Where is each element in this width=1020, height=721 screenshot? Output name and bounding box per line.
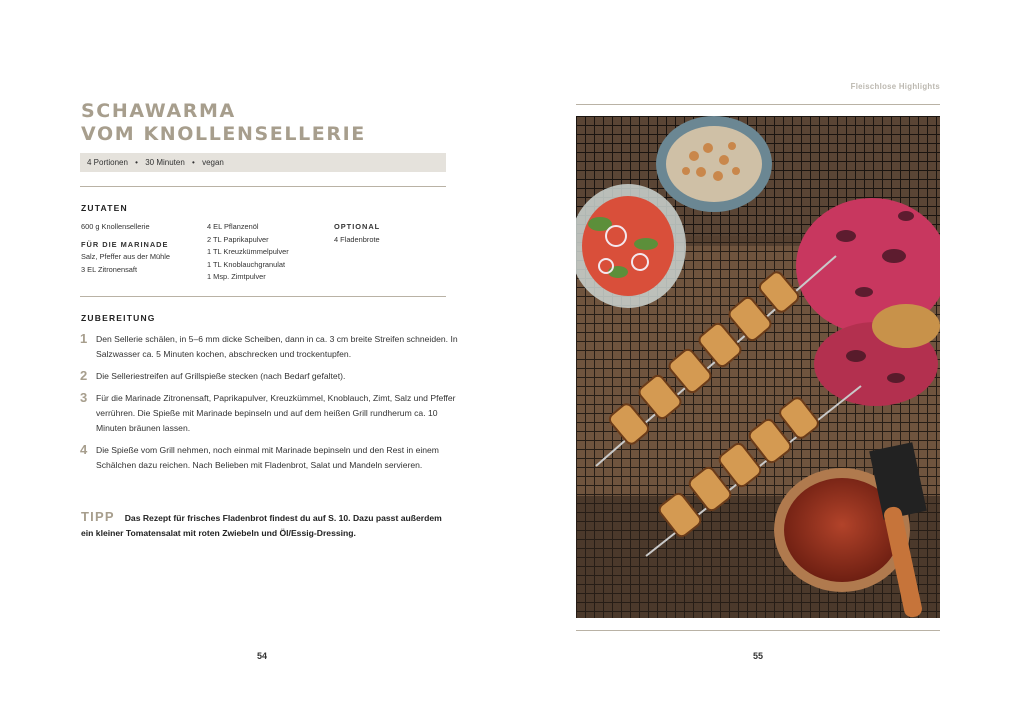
ingredient-item: Salz, Pfeffer aus der Mühle	[81, 252, 171, 262]
step	[80, 332, 460, 362]
ingredients-column-1	[81, 221, 206, 276]
tip-text: Das Rezept für frisches Fladenbrot findest du auf S. 10. Dazu passt außerdem ein kleiner Tomatensalat mit roten Zwiebeln und Öl/Essig-Dressing.	[81, 513, 442, 538]
marinade-heading: FÜR DIE MARINADE	[81, 239, 169, 249]
divider	[576, 104, 940, 105]
page-number-right: 55	[753, 651, 764, 661]
ingredients-column-3	[334, 221, 444, 246]
meta-separator: •	[192, 158, 195, 167]
step-number: 4	[80, 442, 88, 457]
meta-diet: vegan	[202, 158, 224, 167]
ingredient-item: 600 g Knollensellerie	[81, 222, 150, 231]
step-text: Für die Marinade Zitronensaft, Paprikapulver, Kreuzkümmel, Knoblauch, Zimt, Salz und Pfeffer verrühren. Die Spieße mit Marinade bepinseln und auf dem heißen Grill rundherum ca. 10 Minuten bräunen lassen.	[96, 393, 456, 433]
preparation-heading: ZUBEREITUNG	[81, 313, 156, 323]
food-photo-illustration	[576, 116, 940, 618]
recipe-meta-bar	[80, 153, 446, 172]
tip-label: TIPP	[81, 509, 115, 524]
step-text: Die Selleriestreifen auf Grillspieße stecken (nach Bedarf gefaltet).	[96, 371, 346, 381]
tip-box	[81, 509, 453, 541]
ingredient-item: 2 TL Paprikapulver	[207, 234, 269, 244]
step	[80, 369, 460, 384]
step	[80, 443, 460, 473]
title-line-1: SCHAWARMA	[81, 100, 236, 122]
step	[80, 391, 460, 436]
ingredient-item: 1 TL Kreuzkümmelpulver	[207, 247, 289, 257]
meta-portions: 4 Portionen	[87, 158, 128, 167]
ingredients-column-2	[207, 221, 327, 284]
preparation-steps	[80, 332, 460, 480]
step-number: 1	[80, 331, 88, 346]
ingredient-item: 4 EL Pflanzenöl	[207, 222, 259, 231]
step-number: 2	[80, 368, 88, 383]
page-number-left: 54	[257, 651, 268, 661]
ingredient-item: 3 EL Zitronensaft	[81, 264, 138, 274]
meta-separator: •	[135, 158, 138, 167]
divider	[80, 296, 446, 297]
ingredients-heading: ZUTATEN	[81, 203, 128, 213]
step-text: Den Sellerie schälen, in 5–6 mm dicke Scheiben, dann in ca. 3 cm breite Streifen schneiden. In Salzwasser ca. 5 Minuten kochen, abschrecken und trockentupfen.	[96, 334, 458, 359]
optional-heading: OPTIONAL	[334, 222, 381, 231]
divider	[576, 630, 940, 631]
meta-time: 30 Minuten	[145, 158, 185, 167]
ingredient-item: 1 TL Knoblauchgranulat	[207, 259, 286, 269]
ingredient-item: 4 Fladenbrote	[334, 234, 380, 244]
recipe-title	[81, 100, 366, 146]
running-head: Fleischlose Highlights	[850, 82, 940, 91]
food-photo	[576, 116, 940, 618]
ingredient-item: 1 Msp. Zimtpulver	[207, 272, 266, 282]
divider	[80, 186, 446, 187]
title-line-2: VOM KNOLLENSELLERIE	[81, 123, 366, 145]
step-text: Die Spieße vom Grill nehmen, noch einmal mit Marinade bepinseln und den Rest in einem Schälchen dazu reichen. Nach Belieben mit Fladenbrot, Salat und Mandeln servieren.	[96, 445, 439, 470]
right-page	[510, 0, 1020, 721]
step-number: 3	[80, 390, 88, 405]
